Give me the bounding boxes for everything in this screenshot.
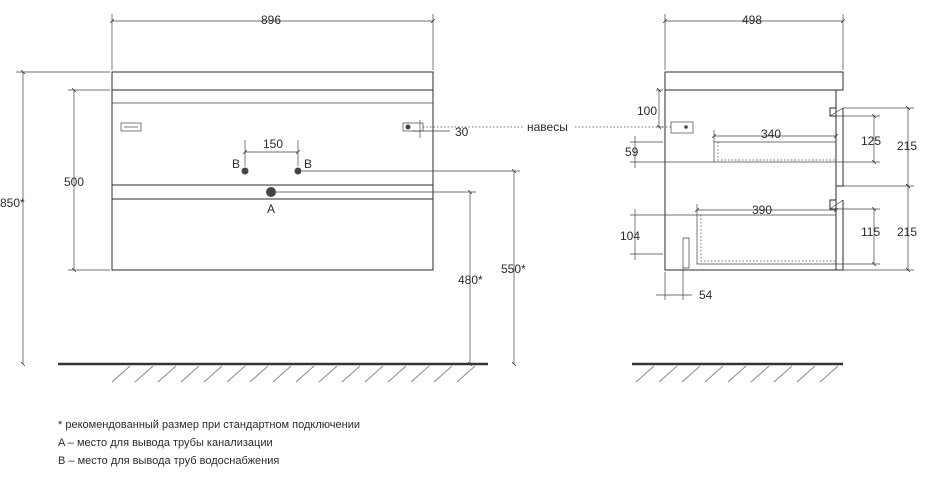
side-countertop xyxy=(665,72,843,90)
floor-hatch-line xyxy=(636,366,654,382)
front-hinge-left xyxy=(121,123,141,131)
dim-bottom-drawer-inner-height: 115 xyxy=(861,225,881,239)
floor-hatch-line xyxy=(135,366,153,382)
floor-hatch-line xyxy=(158,366,176,382)
floor-hatch-line xyxy=(365,366,383,382)
dim-drain-height: 480* xyxy=(458,273,483,287)
floor-hatch-line xyxy=(250,366,268,382)
supply-outlet-right xyxy=(295,168,302,175)
floor-hatch-line xyxy=(797,366,815,382)
floor-hatch-line xyxy=(227,366,245,382)
hinges-label: навесы xyxy=(527,120,568,134)
floor-hatch-line xyxy=(388,366,406,382)
floor-hatch-line xyxy=(112,366,130,382)
dim-back-offset: 54 xyxy=(699,288,713,302)
dim-supply-height: 550* xyxy=(501,262,526,276)
dim-side-depth: 498 xyxy=(742,13,763,27)
legend-notes xyxy=(58,416,360,470)
floor-hatch-line xyxy=(820,366,838,382)
dim-hinge-offset: 30 xyxy=(455,125,469,139)
note-recommended: * рекомендованный размер при стандартном подключении xyxy=(58,419,360,431)
dim-top-drawer-depth: 340 xyxy=(761,127,782,141)
drain-outlet xyxy=(266,187,276,197)
dim-pipe-spacing: 150 xyxy=(263,137,284,151)
side-hinge xyxy=(671,122,693,133)
dim-top-drawer-front-height: 215 xyxy=(897,139,918,153)
floor-hatch-line xyxy=(434,366,452,382)
bottom-drawer-box xyxy=(697,215,836,264)
note-a: A – место для вывода трубы канализации xyxy=(58,437,273,449)
back-cutout xyxy=(683,238,689,268)
dim-top-offset: 100 xyxy=(637,104,658,118)
dim-bottom-drawer-offset: 104 xyxy=(620,229,641,243)
floor-hatch-line xyxy=(296,366,314,382)
floor-hatch-line xyxy=(659,366,677,382)
floor-hatch-line xyxy=(319,366,337,382)
floor-hatch-line xyxy=(728,366,746,382)
side-drawer-front-bottom xyxy=(830,186,836,270)
front-countertop xyxy=(112,72,433,90)
dim-bottom-drawer-depth: 390 xyxy=(752,203,773,217)
supply-outlet-left xyxy=(242,168,249,175)
dim-top-drawer-offset: 59 xyxy=(625,145,639,159)
floor-hatch-line xyxy=(342,366,360,382)
side-floor-hatch xyxy=(636,366,838,382)
front-view xyxy=(0,13,526,382)
label-b-left: B xyxy=(232,157,241,171)
front-floor-hatch xyxy=(112,366,475,382)
floor-hatch-line xyxy=(457,366,475,382)
dim-bottom-drawer-front-height: 215 xyxy=(897,225,918,239)
floor-hatch-line xyxy=(705,366,723,382)
dim-top-drawer-inner-height: 125 xyxy=(861,134,882,148)
dim-total-height: 850* xyxy=(0,196,25,210)
dim-body-height: 500 xyxy=(64,175,85,189)
note-b: B – место для вывода труб водоснабжения xyxy=(58,455,280,467)
label-a: A xyxy=(267,202,276,216)
front-cabinet-body xyxy=(112,90,433,270)
floor-hatch-line xyxy=(774,366,792,382)
floor-hatch-line xyxy=(181,366,199,382)
side-view xyxy=(620,13,917,382)
label-b-right: B xyxy=(304,157,313,171)
floor-hatch-line xyxy=(204,366,222,382)
floor-hatch-line xyxy=(273,366,291,382)
top-drawer-box xyxy=(714,142,836,162)
floor-hatch-line xyxy=(682,366,700,382)
floor-hatch-line xyxy=(411,366,429,382)
side-cabinet-body xyxy=(665,90,836,270)
side-drawer-front-top xyxy=(830,92,836,186)
floor-hatch-line xyxy=(751,366,769,382)
dim-front-width: 896 xyxy=(261,13,282,27)
